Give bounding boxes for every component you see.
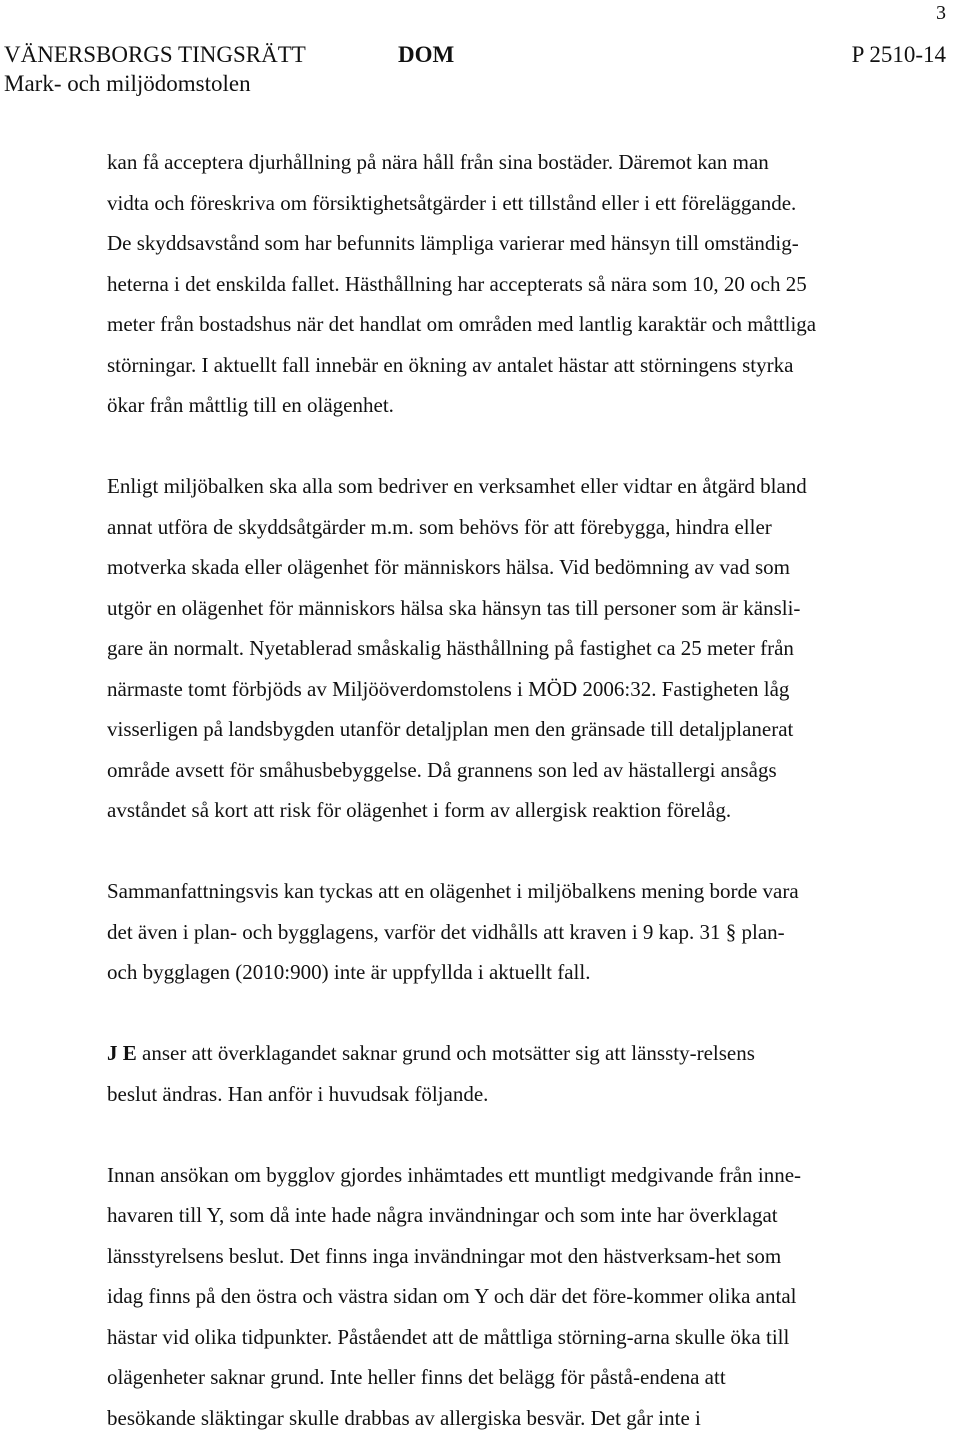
text-line: Sammanfattningsvis kan tyckas att en olägenhet i miljöbalkens mening borde vara <box>107 871 907 912</box>
text-line: vidta och föreskriva om försiktighetsåtgärder i ett tillstånd eller i ett föreläggande. <box>107 183 907 224</box>
text-line: hästar vid olika tidpunkter. Påståendet att de måttliga störning-arna skulle öka till <box>107 1317 907 1358</box>
text-line: Enligt miljöbalken ska alla som bedriver en verksamhet eller vidtar en åtgärd bland <box>107 466 907 507</box>
text-line: ökar från måttlig till en olägenhet. <box>107 385 907 426</box>
text-line: det även i plan- och bygglagens, varför det vidhålls att kraven i 9 kap. 31 § plan- <box>107 912 907 953</box>
text-line: närmaste tomt förbjöds av Miljööverdomstolens i MÖD 2006:32. Fastigheten låg <box>107 669 907 710</box>
text-line-rest: anser att överklagandet saknar grund och motsätter sig att länssty-relsens <box>137 1041 755 1065</box>
text-line: avståndet så kort att risk för olägenhet i form av allergisk reaktion förelåg. <box>107 790 907 831</box>
text-line: visserligen på landsbygden utanför detaljplan men den gränsade till detaljplanerat <box>107 709 907 750</box>
text-line: idag finns på den östra och västra sidan om Y och där det före-kommer olika antal <box>107 1276 907 1317</box>
text-line: och bygglagen (2010:900) inte är uppfyllda i aktuellt fall. <box>107 952 907 993</box>
page-number: 3 <box>936 2 946 25</box>
text-line: De skyddsavstånd som har befunnits lämpliga varierar med hänsyn till omständig- <box>107 223 907 264</box>
text-line: heterna i det enskilda fallet. Hästhållning har accepterats så nära som 10, 20 och 25 <box>107 264 907 305</box>
text-line: olägenheter saknar grund. Inte heller finns det belägg för påstå-endena att <box>107 1357 907 1398</box>
court-division: Mark- och miljödomstolen <box>4 69 306 98</box>
paragraph <box>107 1155 907 1438</box>
text-line: havaren till Y, som då inte hade några invändningar och som inte har överklagat <box>107 1195 907 1236</box>
text-line: gare än normalt. Nyetablerad småskalig hästhållning på fastighet ca 25 meter från <box>107 628 907 669</box>
text-line: besökande släktingar skulle drabbas av allergiska besvär. Det går inte i <box>107 1398 907 1438</box>
text-line: störningar. I aktuellt fall innebär en ökning av antalet hästar att störningens styrka <box>107 345 907 386</box>
party-name: J E <box>107 1041 137 1065</box>
paragraph <box>107 142 907 426</box>
text-line: utgör en olägenhet för människors hälsa ska hänsyn tas till personer som är känsli- <box>107 588 907 629</box>
text-line: motverka skada eller olägenhet för människors hälsa. Vid bedömning av vad som <box>107 547 907 588</box>
paragraph <box>107 466 907 831</box>
text-line: område avsett för småhusbebyggelse. Då grannens son led av hästallergi ansågs <box>107 750 907 791</box>
text-line <box>107 1033 907 1074</box>
case-number: P 2510-14 <box>852 40 946 69</box>
court-name: VÄNERSBORGS TINGSRÄTT <box>4 40 306 69</box>
text-line: kan få acceptera djurhållning på nära håll från sina bostäder. Däremot kan man <box>107 142 907 183</box>
text-line: meter från bostadshus när det handlat om områden med lantlig karaktär och måttliga <box>107 304 907 345</box>
text-line: länsstyrelsens beslut. Det finns inga invändningar mot den hästverksam-het som <box>107 1236 907 1277</box>
text-line: Innan ansökan om bygglov gjordes inhämtades ett muntligt medgivande från inne- <box>107 1155 907 1196</box>
paragraph <box>107 871 907 993</box>
document-header-left <box>4 40 306 98</box>
document-type: DOM <box>398 40 454 69</box>
paragraph <box>107 1033 907 1114</box>
text-line: beslut ändras. Han anför i huvudsak följande. <box>107 1074 907 1115</box>
text-line: annat utföra de skyddsåtgärder m.m. som behövs för att förebygga, hindra eller <box>107 507 907 548</box>
document-body <box>107 142 907 1438</box>
